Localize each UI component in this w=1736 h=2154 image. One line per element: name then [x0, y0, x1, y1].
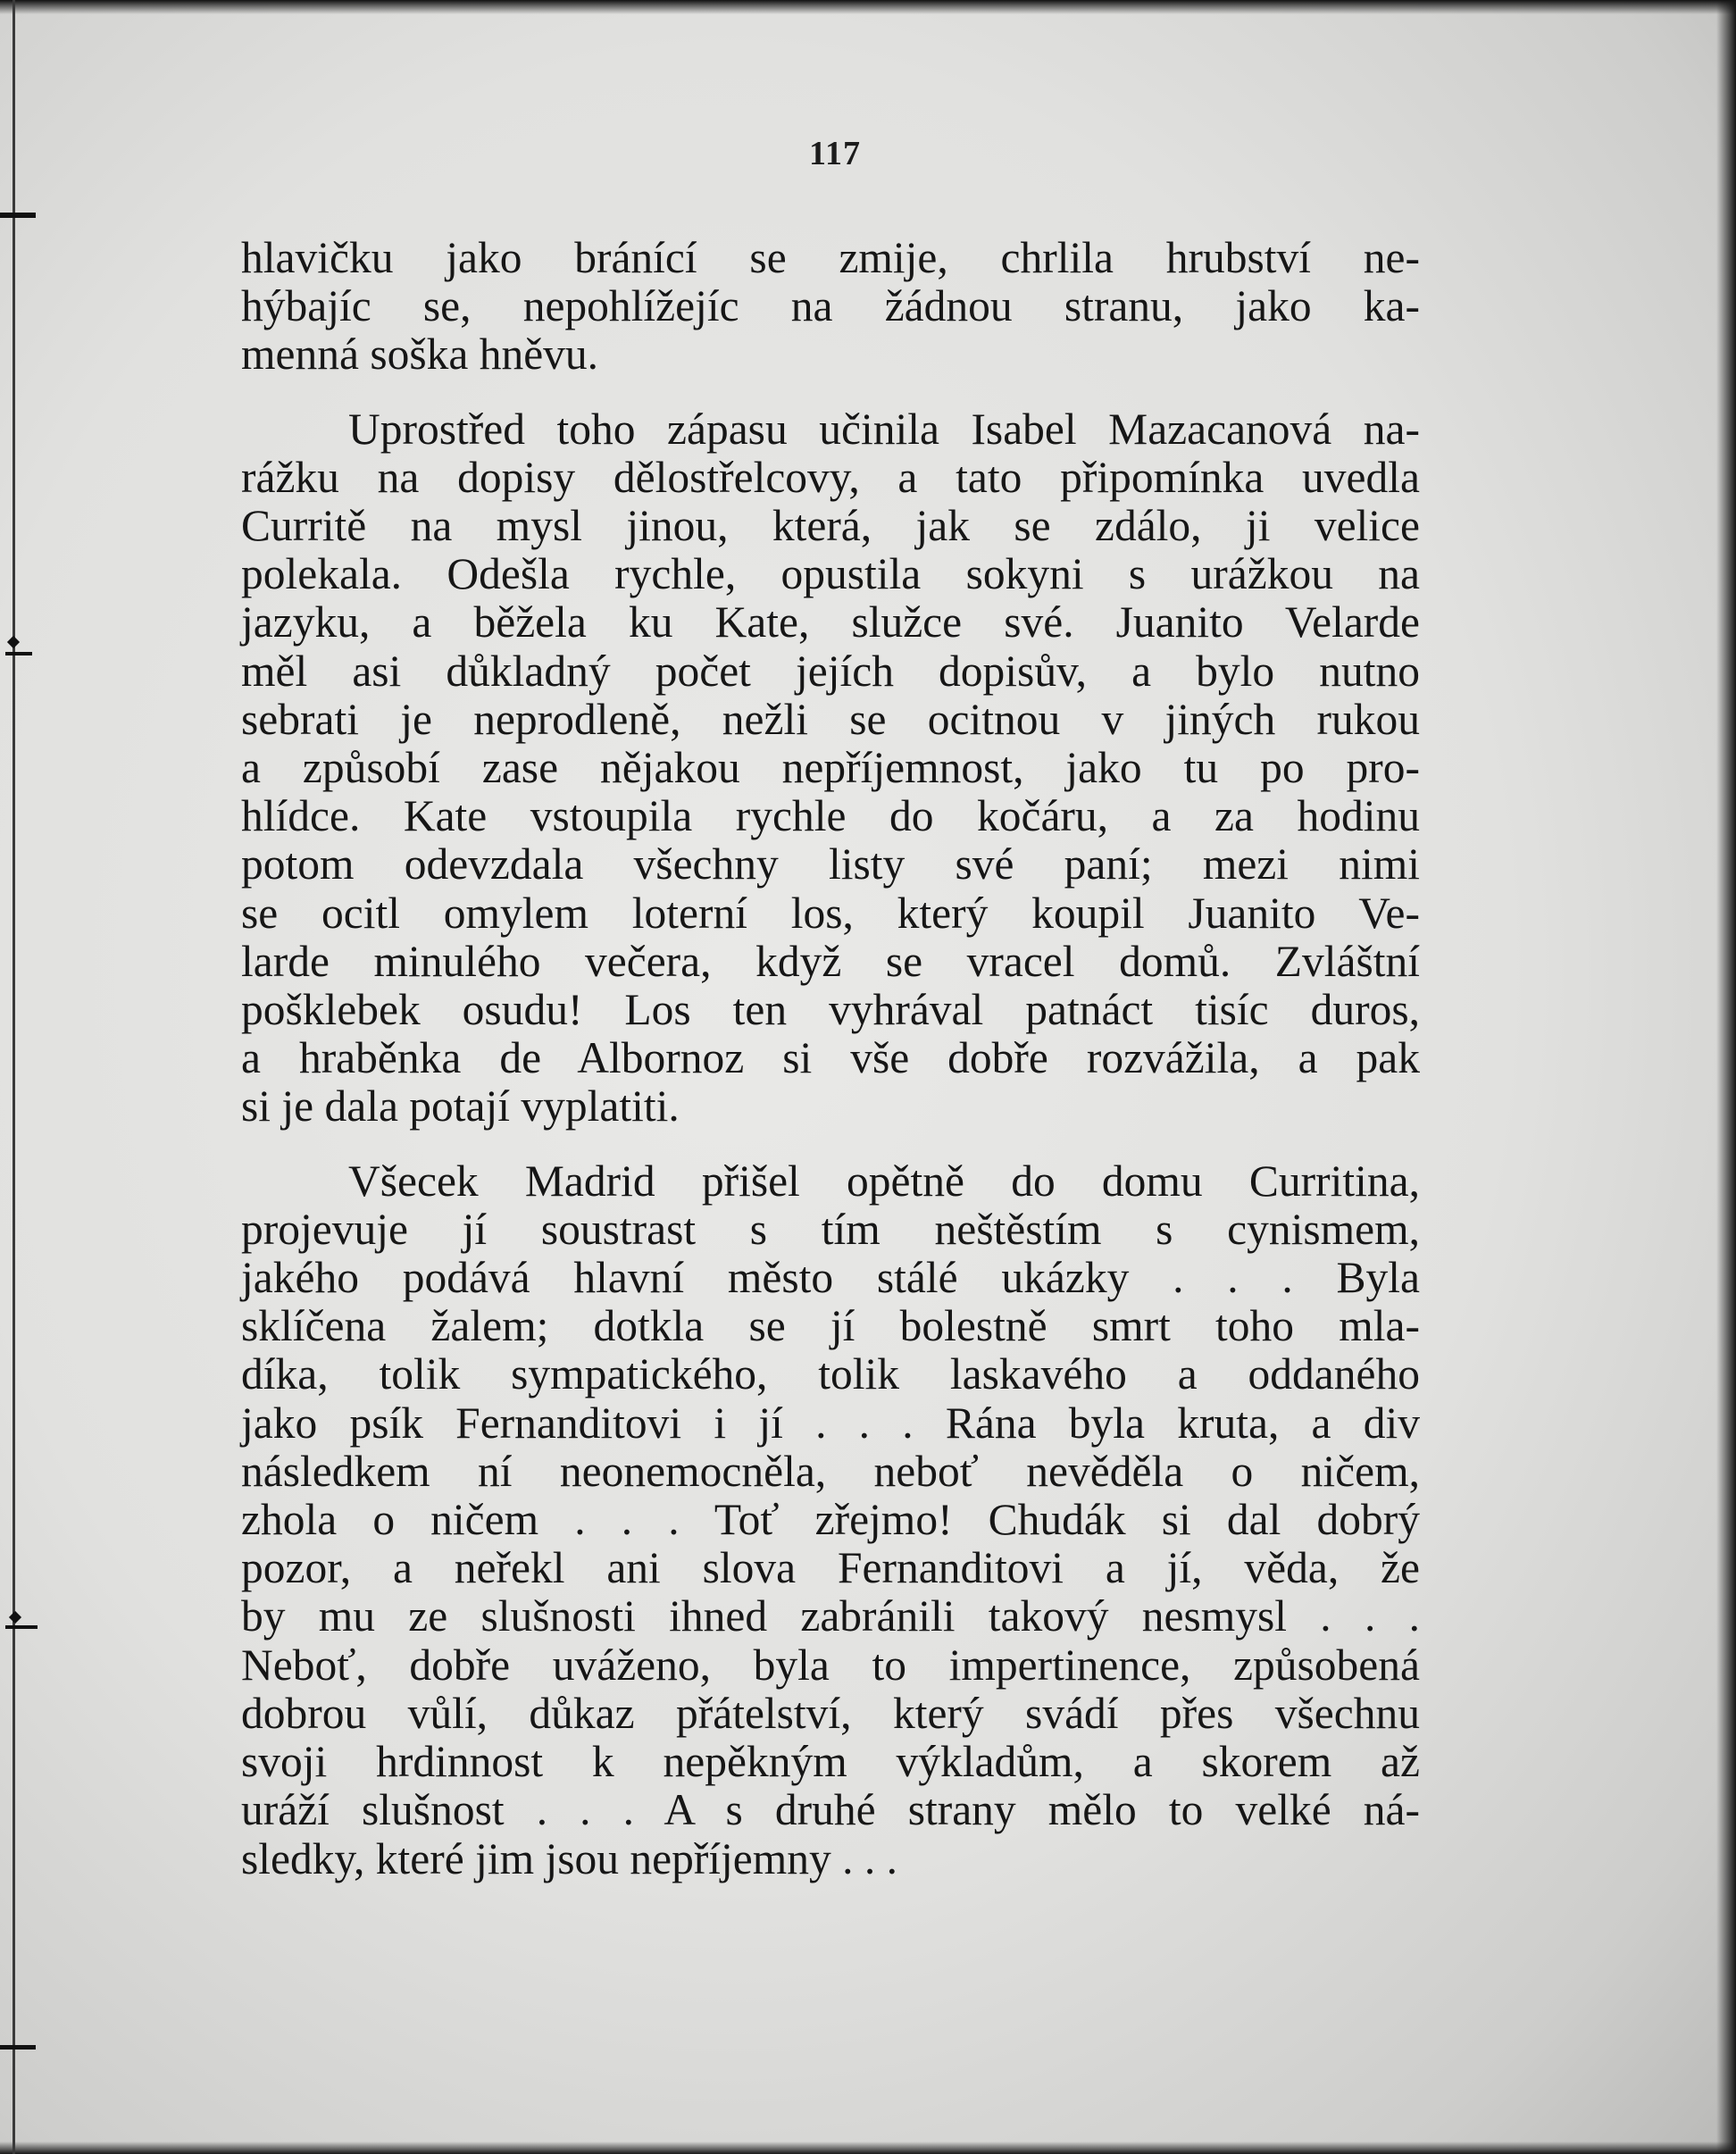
binding-mark — [9, 1611, 21, 1624]
binding-line — [13, 0, 15, 2154]
text-line: dobrou vůlí, důkaz přátelství, který svádí přes všechnu — [241, 1688, 1420, 1738]
text-line: jakého podává hlavní město stálé ukázky . . . Byla — [241, 1253, 1420, 1303]
scan-edge-top — [0, 0, 1736, 14]
text-line: a hraběnka de Albornoz si vše dobře rozvážila, a pak — [241, 1033, 1420, 1083]
text-line: Curritě na mysl jinou, která, jak se zdálo, ji velice — [241, 501, 1420, 551]
text-line: následkem ní neonemocněla, neboť nevěděla o ničem, — [241, 1446, 1420, 1496]
text-line: si je dala potají vyplatiti. — [241, 1081, 680, 1131]
text-line: hlídce. Kate vstoupila rychle do kočáru, a za hodinu — [241, 791, 1420, 841]
binding-mark — [7, 636, 20, 648]
text-line: by mu ze slušnosti ihned zabránili takový nesmysl . . . — [241, 1591, 1420, 1641]
text-line: Uprostřed toho zápasu učinila Isabel Mazacanová na- — [348, 404, 1420, 454]
text-line: díka, tolik sympatického, tolik laskavého a oddaného — [241, 1349, 1420, 1399]
text-line: jazyku, a běžela ku Kate, služce své. Juanito Velarde — [241, 597, 1420, 647]
text-line: potom odevzdala všechny listy své paní; mezi nimi — [241, 839, 1420, 889]
scan-edge-bottom — [0, 2141, 1736, 2154]
text-line: sledky, které jim jsou nepříjemny . . . — [241, 1833, 898, 1883]
page-number: 117 — [809, 135, 861, 172]
text-line: a způsobí zase nějakou nepříjemnost, jako tu po pro- — [241, 743, 1420, 793]
binding-tick — [5, 652, 32, 655]
text-line: pošklebek osudu! Los ten vyhrával patnáct tisíc duros, — [241, 985, 1420, 1035]
binding-tick — [0, 213, 36, 218]
text-line: hlavičku jako bránící se zmije, chrlila hrubství ne- — [241, 233, 1420, 282]
text-line: uráží slušnost . . . A s druhé strany mělo to velké ná- — [241, 1785, 1420, 1835]
text-line: svoji hrdinnost k nepěkným výkladům, a skorem až — [241, 1737, 1420, 1787]
text-line: pozor, a neřekl ani slova Fernanditovi a jí, věda, že — [241, 1543, 1420, 1593]
text-line: hýbajíc se, nepohlížejíc na žádnou stranu, jako ka- — [241, 281, 1420, 331]
paragraph — [241, 1157, 1420, 1883]
text-line: sklíčena žalem; dotkla se jí bolestně smrt toho mla- — [241, 1301, 1420, 1351]
text-line: jako psík Fernanditovi i jí . . . Rána byla kruta, a div — [241, 1398, 1420, 1448]
text-line: Neboť, dobře uváženo, byla to impertinence, způsobená — [241, 1640, 1420, 1690]
binding-tick — [5, 1625, 38, 1629]
paragraph — [241, 405, 1420, 1131]
paragraph — [241, 234, 1420, 380]
text-line: Všecek Madrid přišel opětně do domu Curritina, — [348, 1156, 1420, 1206]
text-line: menná soška hněvu. — [241, 330, 599, 380]
text-line: larde minulého večera, když se vracel domů. Zvláštní — [241, 936, 1420, 986]
binding-margin — [0, 0, 30, 2154]
text-line: zhola o ničem . . . Toť zřejmo! Chudák si dal dobrý — [241, 1495, 1420, 1545]
text-line: rážku na dopisy dělostřelcovy, a tato připomínka uvedla — [241, 452, 1420, 502]
text-line: se ocitl omylem loterní los, který koupil Juanito Ve- — [241, 888, 1420, 938]
text-line: projevuje jí soustrast s tím neštěstím s cynismem, — [241, 1204, 1420, 1254]
text-line: polekala. Odešla rychle, opustila sokyni s urážkou na — [241, 549, 1420, 599]
text-line: měl asi důkladný počet jejích dopisův, a bylo nutno — [241, 646, 1420, 696]
body-text — [241, 234, 1420, 1883]
text-line: sebrati je neprodleně, nežli se ocitnou v jiných rukou — [241, 694, 1420, 744]
binding-tick — [0, 2045, 36, 2050]
scan-edge-right — [1716, 0, 1736, 2154]
